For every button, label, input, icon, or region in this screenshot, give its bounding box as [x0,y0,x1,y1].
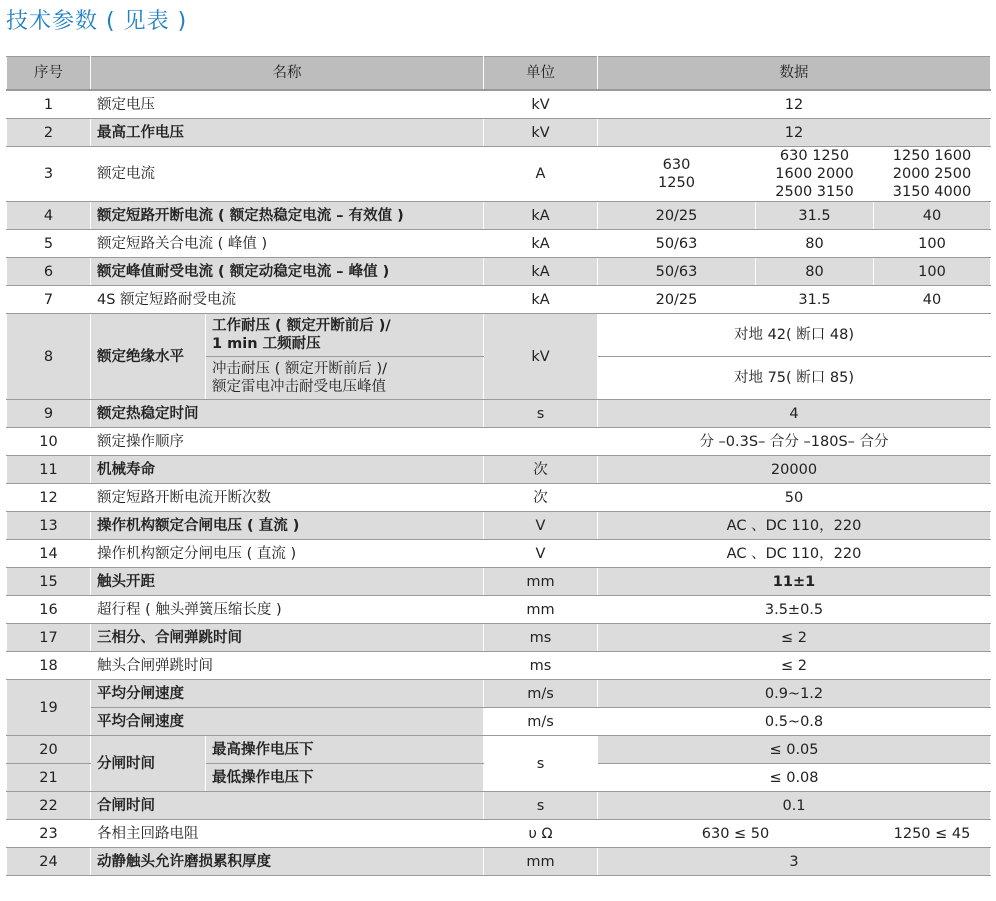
row-unit: 次 [484,484,598,512]
row-name: 额定绝缘水平 [91,314,206,400]
row-value: ≤ 0.05 [598,736,991,764]
row-subname [206,314,484,357]
row-no: 23 [7,820,91,848]
row-value-1: 20/25 [598,286,756,314]
row-unit: kV [484,119,598,147]
row-no: 13 [7,512,91,540]
row-unit: mm [484,848,598,876]
header-row [7,57,991,91]
row-value: 0.1 [598,792,991,820]
row-value-2: 1250 ≤ 45 [874,820,991,848]
row-name: 额定操作顺序 [91,428,484,456]
table-row [7,119,991,147]
row-value-2: 31.5 [756,202,874,230]
table-row [7,820,991,848]
row-no: 9 [7,400,91,428]
table-row [7,147,991,202]
page-title: 技术参数 ( 见表 ) [6,9,188,34]
table-row [7,512,991,540]
row-value-2: 80 [756,230,874,258]
row-no: 21 [7,764,91,792]
table-row [7,792,991,820]
row-subname: 最低操作电压下 [206,764,484,792]
row-value: AC 、DC 110，220 [598,512,991,540]
row-value-2: 80 [756,258,874,286]
row-no: 24 [7,848,91,876]
table-row [7,540,991,568]
table-row [7,708,991,736]
table-row [7,202,991,230]
row-name: 操作机构额定合闸电压 ( 直流 ) [91,512,484,540]
row-no: 19 [7,680,91,736]
row-no: 18 [7,652,91,680]
row-name: 额定电压 [91,90,484,119]
row-no: 8 [7,314,91,400]
row-unit: V [484,512,598,540]
row-unit: kA [484,258,598,286]
row-value: 11±1 [598,568,991,596]
table-row [7,400,991,428]
row-unit: mm [484,568,598,596]
row-name: 额定峰值耐受电流 ( 额定动稳定电流 – 峰值 ) [91,258,484,286]
row-unit: kA [484,230,598,258]
row-no: 10 [7,428,91,456]
subname-line: 冲击耐压 ( 额定开断前后 )/ [212,361,388,377]
spec-table [6,56,991,876]
row-value: 对地 75( 断口 85) [598,357,991,400]
row-value-3: 100 [874,258,991,286]
row-name: 平均分闸速度 [91,680,484,708]
table-row [7,90,991,119]
row-value: 0.5~0.8 [598,708,991,736]
row-no: 12 [7,484,91,512]
row-no: 5 [7,230,91,258]
row-name: 最高工作电压 [91,119,484,147]
row-no: 15 [7,568,91,596]
row-no: 16 [7,596,91,624]
row-name: 动静触头允许磨损累积厚度 [91,848,484,876]
table-row [7,624,991,652]
row-no: 1 [7,90,91,119]
row-unit: kA [484,202,598,230]
row-unit: ms [484,652,598,680]
header-unit: 单位 [484,57,598,91]
header-no: 序号 [7,57,91,91]
row-value-3 [874,147,991,202]
row-name: 平均合闸速度 [91,708,484,736]
value-line: 1250 [658,175,695,191]
row-subname [206,357,484,400]
table-row [7,736,991,764]
row-unit: ms [484,624,598,652]
row-value-3: 40 [874,202,991,230]
row-unit: kV [484,90,598,119]
row-value-2 [756,147,874,202]
row-value: 50 [598,484,991,512]
row-value: 12 [598,119,991,147]
row-unit: 次 [484,456,598,484]
row-name: 触头合闸弹跳时间 [91,652,484,680]
value-line: 2500 3150 [775,184,854,200]
row-name: 各相主回路电阻 [91,820,484,848]
row-name: 额定短路开断电流开断次数 [91,484,484,512]
row-value-1: 630 ≤ 50 [598,820,874,848]
row-name: 三相分、合闸弹跳时间 [91,624,484,652]
row-unit: m/s [484,680,598,708]
row-unit: kV [484,314,598,400]
table-row [7,596,991,624]
table-row [7,484,991,512]
row-value: 分 –0.3S– 合分 –180S– 合分 [598,428,991,456]
row-value: 12 [598,90,991,119]
row-unit [484,428,598,456]
row-no: 6 [7,258,91,286]
table-row [7,286,991,314]
row-unit: V [484,540,598,568]
subname-line: 1 min 工频耐压 [212,336,321,352]
table-row [7,652,991,680]
row-name: 合闸时间 [91,792,484,820]
header-name: 名称 [91,57,484,91]
row-value: ≤ 2 [598,652,991,680]
row-unit: s [484,736,598,792]
subname-line: 额定雷电冲击耐受电压峰值 [212,379,386,395]
row-value: ≤ 2 [598,624,991,652]
row-value: 0.9~1.2 [598,680,991,708]
row-unit: s [484,400,598,428]
table-row [7,428,991,456]
row-no: 2 [7,119,91,147]
row-name: 额定短路关合电流 ( 峰值 ) [91,230,484,258]
table-row [7,258,991,286]
row-group-name: 分闸时间 [91,736,206,792]
value-line: 3150 4000 [892,184,972,200]
row-no: 22 [7,792,91,820]
row-unit: s [484,792,598,820]
row-name: 操作机构额定分闸电压 ( 直流 ) [91,540,484,568]
row-no: 11 [7,456,91,484]
row-value-1: 50/63 [598,230,756,258]
row-value-2: 31.5 [756,286,874,314]
row-value: AC 、DC 110，220 [598,540,991,568]
row-unit: A [484,147,598,202]
row-name: 触头开距 [91,568,484,596]
row-value-3: 40 [874,286,991,314]
table-row [7,314,991,357]
value-line: 630 1250 [779,148,850,164]
row-value-1: 50/63 [598,258,756,286]
row-name: 额定热稳定时间 [91,400,484,428]
row-unit: kA [484,286,598,314]
row-no: 17 [7,624,91,652]
row-value-3: 100 [874,230,991,258]
row-value-1: 20/25 [598,202,756,230]
row-name: 额定短路开断电流 ( 额定热稳定电流 – 有效值 ) [91,202,484,230]
subname-line: 工作耐压 ( 额定开断前后 )/ [212,318,391,334]
value-line: 1600 2000 [775,166,854,182]
table-row [7,230,991,258]
row-no: 14 [7,540,91,568]
value-line: 1250 1600 [892,148,972,164]
row-value-1 [598,147,756,202]
row-name: 4S 额定短路耐受电流 [91,286,484,314]
value-line: 630 [662,157,691,173]
row-value: 3.5±0.5 [598,596,991,624]
header-data: 数据 [598,57,991,91]
row-unit: m/s [484,708,598,736]
row-value: 3 [598,848,991,876]
row-value: 对地 42( 断口 48) [598,314,991,357]
row-value: 20000 [598,456,991,484]
row-name: 机械寿命 [91,456,484,484]
table-row [7,456,991,484]
row-no: 20 [7,736,91,764]
row-no: 3 [7,147,91,202]
row-value: ≤ 0.08 [598,764,991,792]
row-subname: 最高操作电压下 [206,736,484,764]
table-row [7,568,991,596]
row-no: 7 [7,286,91,314]
row-unit: mm [484,596,598,624]
row-value: 4 [598,400,991,428]
value-line: 2000 2500 [892,166,972,182]
table-row [7,848,991,876]
row-no: 4 [7,202,91,230]
row-name: 额定电流 [91,147,484,202]
row-name: 超行程 ( 触头弹簧压缩长度 ) [91,596,484,624]
table-row [7,680,991,708]
row-unit: υ Ω [484,820,598,848]
